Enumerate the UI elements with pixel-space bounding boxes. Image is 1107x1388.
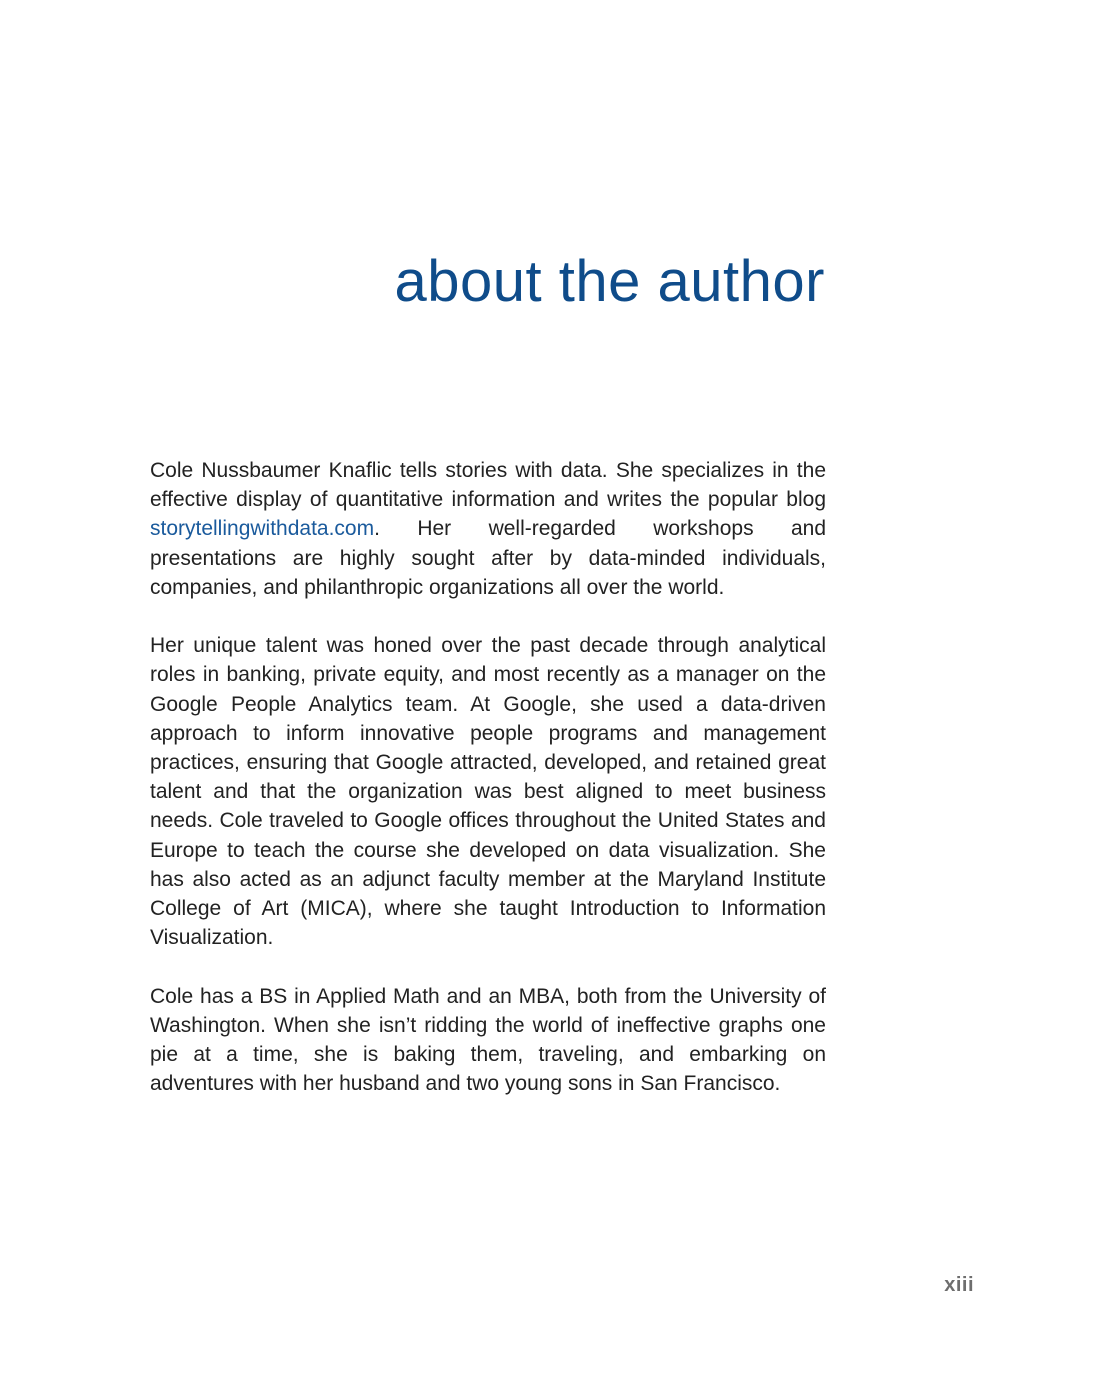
bio-paragraph-1 bbox=[150, 456, 826, 602]
bio-paragraph-3: Cole has a BS in Applied Math and an MBA, both from the University of Washington. When she isn’t ridding the world of ineffective graphs one pie at a time, she is baking them, traveling, and embarking on adventures with her husband and two young sons in San Francisco. bbox=[150, 984, 826, 1096]
bio-paragraph-2: Her unique talent was honed over the past decade through analytical roles in banking, private equity, and most recently as a manager on the Google People Analytics team. At Google, she used a data-driven approach to inform innovative people programs and management practices, ensuring that Google attracted, developed, and retained great talent and that the organization was best aligned to meet business needs. Cole traveled to Google offices throughout the United States and Europe to teach the course she developed on data visualization. She has also acted as an adjunct faculty member at the Maryland Institute College of Art (MICA), where she taught Introduction to Information Visualization. bbox=[150, 634, 826, 950]
bio-paragraph-1-text-before-link: Cole Nussbaumer Knaflic tells stories with data. She specializes in the effective display of quantitative information and writes the popular blog bbox=[150, 459, 826, 512]
page-number: xiii bbox=[944, 1274, 974, 1296]
blog-link[interactable]: storytellingwithdata.com bbox=[150, 517, 375, 541]
page-title: about the author bbox=[394, 249, 825, 314]
bio-paragraph-1-text-after-link: . Her well-regarded workshops and presentations are highly sought after by data-minded individuals, companies, and philanthropic organizations all over the world. bbox=[150, 517, 826, 599]
author-bio bbox=[150, 456, 826, 1098]
